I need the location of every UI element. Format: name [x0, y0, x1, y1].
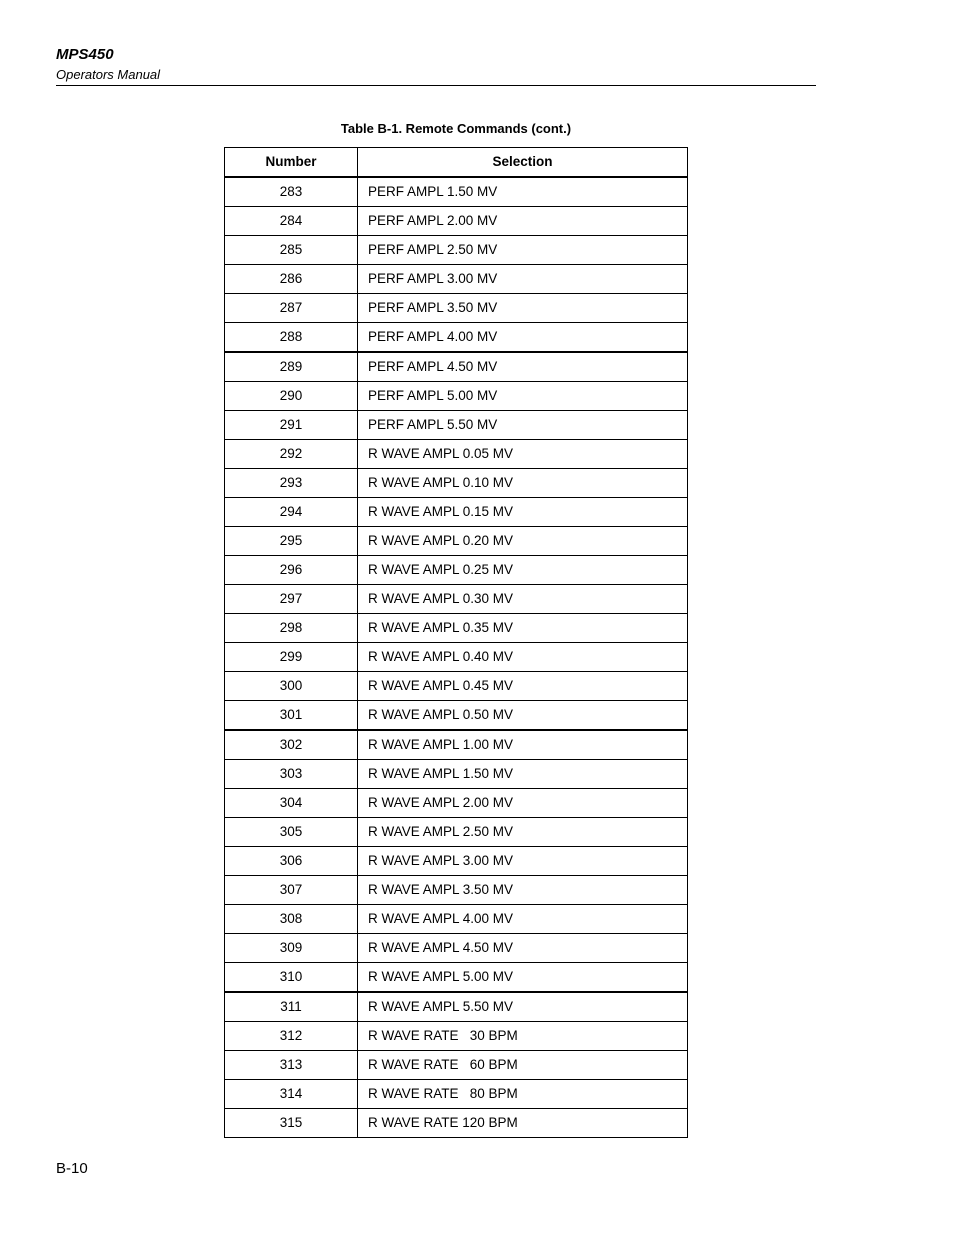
command-number-cell: 312: [225, 1022, 358, 1051]
command-selection-cell: R WAVE RATE 30 BPM: [358, 1022, 688, 1051]
command-number-cell: 283: [225, 177, 358, 207]
command-selection-cell: R WAVE AMPL 2.00 MV: [358, 789, 688, 818]
manual-title: Operators Manual: [56, 67, 161, 82]
table-row: [225, 527, 688, 556]
table-row: [225, 177, 688, 207]
command-selection-cell: R WAVE AMPL 5.00 MV: [358, 963, 688, 993]
command-number-cell: 292: [225, 440, 358, 469]
table-row: [225, 1051, 688, 1080]
table-row: [225, 992, 688, 1022]
table-row: [225, 672, 688, 701]
command-selection-cell: PERF AMPL 5.50 MV: [358, 411, 688, 440]
command-selection-cell: PERF AMPL 4.00 MV: [358, 323, 688, 353]
command-selection-cell: R WAVE AMPL 0.20 MV: [358, 527, 688, 556]
command-selection-cell: R WAVE AMPL 0.40 MV: [358, 643, 688, 672]
command-selection-cell: R WAVE AMPL 0.50 MV: [358, 701, 688, 731]
table-row: [225, 760, 688, 789]
command-number-cell: 297: [225, 585, 358, 614]
command-number-cell: 315: [225, 1109, 358, 1138]
table-row: [225, 411, 688, 440]
command-number-cell: 294: [225, 498, 358, 527]
command-selection-cell: R WAVE AMPL 0.15 MV: [358, 498, 688, 527]
table-body: [225, 177, 688, 1138]
table-row: [225, 352, 688, 382]
command-number-cell: 313: [225, 1051, 358, 1080]
command-number-cell: 290: [225, 382, 358, 411]
command-number-cell: 308: [225, 905, 358, 934]
table-row: [225, 236, 688, 265]
table-row: [225, 382, 688, 411]
command-selection-cell: R WAVE AMPL 3.50 MV: [358, 876, 688, 905]
command-number-cell: 298: [225, 614, 358, 643]
command-selection-cell: PERF AMPL 2.50 MV: [358, 236, 688, 265]
command-number-cell: 295: [225, 527, 358, 556]
command-selection-cell: R WAVE AMPL 0.25 MV: [358, 556, 688, 585]
table-row: [225, 847, 688, 876]
table-row: [225, 1109, 688, 1138]
page-header: [56, 46, 816, 86]
command-selection-cell: R WAVE AMPL 0.30 MV: [358, 585, 688, 614]
command-selection-cell: R WAVE RATE 80 BPM: [358, 1080, 688, 1109]
table-row: [225, 585, 688, 614]
table-row: [225, 876, 688, 905]
column-header-selection: Selection: [358, 148, 688, 178]
command-selection-cell: R WAVE AMPL 4.50 MV: [358, 934, 688, 963]
command-number-cell: 293: [225, 469, 358, 498]
table-row: [225, 207, 688, 236]
table-row: [225, 730, 688, 760]
table-header-row: [225, 148, 688, 178]
command-number-cell: 303: [225, 760, 358, 789]
table-row: [225, 469, 688, 498]
command-number-cell: 288: [225, 323, 358, 353]
command-number-cell: 286: [225, 265, 358, 294]
command-selection-cell: PERF AMPL 3.50 MV: [358, 294, 688, 323]
page-number: B-10: [56, 1160, 88, 1177]
command-selection-cell: R WAVE AMPL 0.45 MV: [358, 672, 688, 701]
command-selection-cell: R WAVE AMPL 0.35 MV: [358, 614, 688, 643]
command-selection-cell: R WAVE AMPL 1.00 MV: [358, 730, 688, 760]
command-number-cell: 284: [225, 207, 358, 236]
table-row: [225, 556, 688, 585]
command-number-cell: 300: [225, 672, 358, 701]
command-number-cell: 287: [225, 294, 358, 323]
command-selection-cell: PERF AMPL 3.00 MV: [358, 265, 688, 294]
column-header-number: Number: [225, 148, 358, 178]
product-name: MPS450: [56, 46, 114, 63]
table-row: [225, 934, 688, 963]
table-row: [225, 818, 688, 847]
command-number-cell: 289: [225, 352, 358, 382]
command-selection-cell: R WAVE RATE 60 BPM: [358, 1051, 688, 1080]
command-number-cell: 304: [225, 789, 358, 818]
command-selection-cell: PERF AMPL 5.00 MV: [358, 382, 688, 411]
command-number-cell: 299: [225, 643, 358, 672]
command-number-cell: 307: [225, 876, 358, 905]
command-number-cell: 306: [225, 847, 358, 876]
command-selection-cell: R WAVE AMPL 0.05 MV: [358, 440, 688, 469]
command-number-cell: 296: [225, 556, 358, 585]
command-selection-cell: R WAVE AMPL 2.50 MV: [358, 818, 688, 847]
remote-commands-table: [224, 147, 688, 1138]
command-number-cell: 309: [225, 934, 358, 963]
table-row: [225, 323, 688, 353]
table-row: [225, 1080, 688, 1109]
command-selection-cell: R WAVE AMPL 3.00 MV: [358, 847, 688, 876]
command-selection-cell: R WAVE AMPL 0.10 MV: [358, 469, 688, 498]
table-row: [225, 905, 688, 934]
command-number-cell: 302: [225, 730, 358, 760]
command-selection-cell: PERF AMPL 2.00 MV: [358, 207, 688, 236]
command-number-cell: 310: [225, 963, 358, 993]
table-row: [225, 294, 688, 323]
command-number-cell: 285: [225, 236, 358, 265]
command-selection-cell: PERF AMPL 1.50 MV: [358, 177, 688, 207]
table-title: Table B-1. Remote Commands (cont.): [340, 121, 572, 136]
command-number-cell: 311: [225, 992, 358, 1022]
table-row: [225, 440, 688, 469]
command-number-cell: 305: [225, 818, 358, 847]
command-selection-cell: R WAVE AMPL 5.50 MV: [358, 992, 688, 1022]
table-row: [225, 789, 688, 818]
command-number-cell: 314: [225, 1080, 358, 1109]
command-number-cell: 301: [225, 701, 358, 731]
table-row: [225, 614, 688, 643]
command-number-cell: 291: [225, 411, 358, 440]
table-row: [225, 963, 688, 993]
table-row: [225, 265, 688, 294]
command-selection-cell: PERF AMPL 4.50 MV: [358, 352, 688, 382]
command-selection-cell: R WAVE AMPL 1.50 MV: [358, 760, 688, 789]
command-selection-cell: R WAVE RATE 120 BPM: [358, 1109, 688, 1138]
table-row: [225, 1022, 688, 1051]
table-row: [225, 643, 688, 672]
command-selection-cell: R WAVE AMPL 4.00 MV: [358, 905, 688, 934]
table-row: [225, 701, 688, 731]
table-row: [225, 498, 688, 527]
